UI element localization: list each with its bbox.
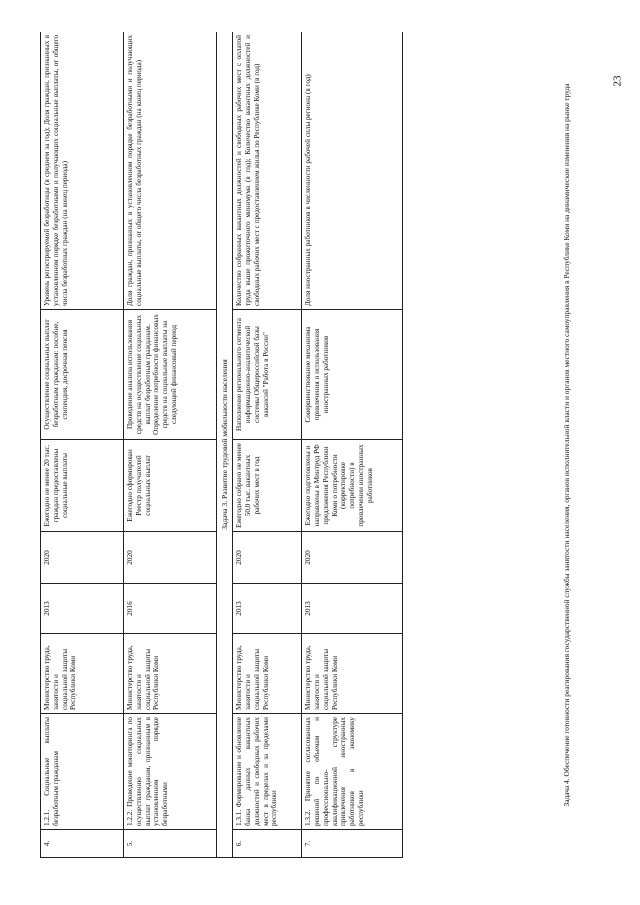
content-cell: Осуществление социальных выплат безработным гражданам: пособие, стипендия, досрочная пенсия: [41, 310, 124, 440]
indicator-cell: Количество собранных вакантных должностей и свободных рабочих мест с оплатой труда выше прожиточного минимума (в год); Количество вакантных должностей и свободных рабочих мест с предоставлением жилья по Республике Коми (в год): [233, 32, 302, 310]
content-cell: [124, 310, 217, 440]
end-year-cell: 2020: [302, 532, 403, 584]
task-4-heading: Задача 4. Обеспечение готовности реагирования государственной службы занятости населения, органов исполнительной власти и органов местного самоуправления в Республике Коми на динамические изменения на рынке труда: [562, 83, 571, 807]
executor-cell: Министерство труда, занятости и социальной защиты Республики Коми: [124, 634, 217, 714]
executor-cell: Министерство труда, занятости и социальной защиты Республики Коми: [233, 634, 302, 714]
table-row: [233, 32, 302, 858]
end-year-cell: 2020: [233, 532, 302, 584]
row-number: 6.: [233, 830, 302, 858]
start-year-cell: 2013: [302, 584, 403, 634]
measure-cell: 1.3.2. Принятие согласованных решений по объемам и профессионально-квалификационной структуре привлечения иностранных работников в экономику республики: [302, 714, 403, 830]
executor-cell: Министерство труда, занятости и социальной защиты Республики Коми: [41, 634, 124, 714]
end-year-cell: 2020: [41, 532, 124, 584]
measure-cell: 1.3.1. Формирование и обновление банка данных вакантных должностей и свободных рабочих мест в пределах и за пределами республики: [233, 714, 302, 830]
result-cell: Ежегодно подготовлены и направлены в Минтруд РФ предложения Республики Коми о потребности (корректировке потребности) в привлечении иностранных работников: [302, 440, 403, 532]
result-cell: Ежегодно не менее 20 тыс. граждан предоставлены социальные выплаты: [41, 440, 124, 532]
row-number: 5.: [124, 830, 217, 858]
task-3-heading: Задача 3. Развитие трудовой мобильности населения: [217, 32, 233, 858]
start-year-cell: 2016: [124, 584, 217, 634]
measure-cell: 1.2.2. Проведение мониторинга по осуществлению социальных выплат гражданам, признанным в установленном порядке безработными: [124, 714, 217, 830]
row-number: 7.: [302, 830, 403, 858]
table-row: [302, 32, 403, 858]
indicator-cell: Доля иностранных работников в численности рабочей силы региона (в год): [302, 32, 403, 310]
content-cell: Совершенствование механизма привлечения и использования иностранных работников: [302, 310, 403, 440]
start-year-cell: 2013: [233, 584, 302, 634]
indicator-cell: Уровень регистрируемой безработицы (в среднем за год); Доля граждан, признанных в установленном порядке безработными и получающих социальные выплаты, от общего числа безработных граждан (на конец периода): [41, 32, 124, 310]
start-year-cell: 2013: [41, 584, 124, 634]
measure-cell: 1.2.1. Социальные выплаты безработным гражданам: [41, 714, 124, 830]
result-cell: Ежегодно сформирован Реестр получателей социальных выплат: [124, 440, 217, 532]
table-row: [124, 32, 217, 858]
content-text: Проведение анализа использования средств на осуществление социальных выплат безработным гражданам.: [126, 314, 152, 435]
task-band: [217, 32, 233, 858]
page-number: 23: [611, 75, 624, 87]
rotated-content: [40, 32, 586, 858]
measures-table: [40, 32, 403, 858]
content-text-2: Определение потребности финансовых средств на социальные выплаты на следующий финансовый период: [152, 314, 178, 435]
executor-cell: Министерство труда, занятости и социальной защиты Республики Коми: [302, 634, 403, 714]
result-cell: Ежегодно собрано не менее 50,0 тыс. вакантных рабочих мест в год: [233, 440, 302, 532]
end-year-cell: 2020: [124, 532, 217, 584]
document-page: [40, 32, 586, 858]
row-number: 4.: [41, 830, 124, 858]
indicator-cell: Доля граждан, признанных в установленном порядке безработными и получающих социальные выплаты, от общего числа безработных граждан (на конец периода): [124, 32, 217, 310]
content-cell: Наполнение регионального сегмента информационно-аналитической системы Общероссийской базы вакансий "Работа в России": [233, 310, 302, 440]
table-row: [41, 32, 124, 858]
